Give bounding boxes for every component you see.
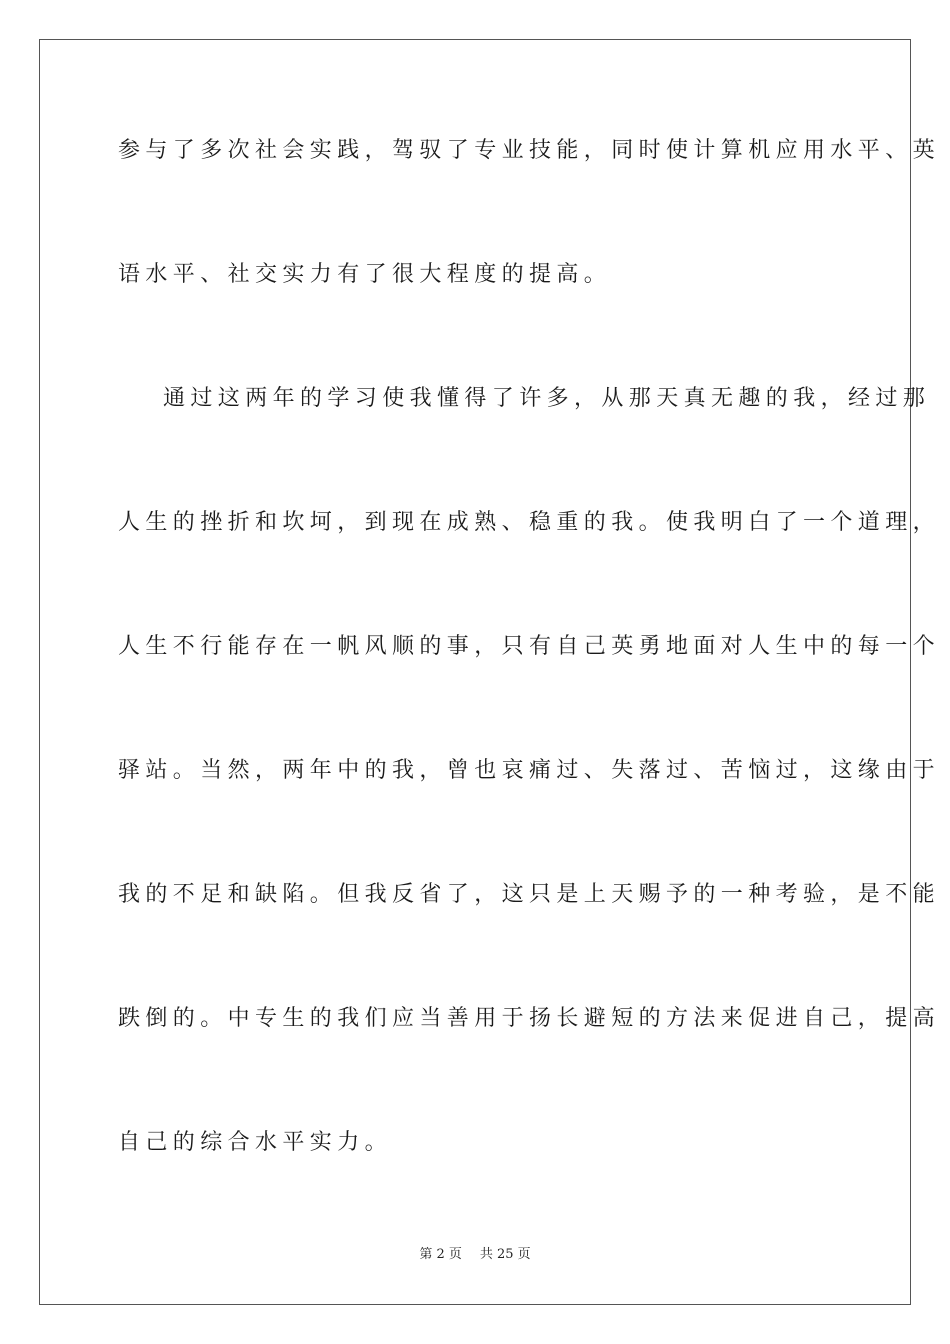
paragraph-line: 驿站。当然，两年中的我，曾也哀痛过、失落过、苦恼过，这缘由于 (118, 758, 941, 783)
page-border (39, 39, 941, 1305)
paragraph-line: 语水平、社交实力有了很大程度的提高。 (118, 262, 612, 287)
paragraph-line: 参与了多次社会实践，驾驭了专业技能，同时使计算机应用水平、英 (118, 138, 941, 163)
paragraph-line: 跌倒的。中专生的我们应当善用于扬长避短的方法来促进自己，提高 (118, 1006, 941, 1031)
paragraph-line: 人生不行能存在一帆风顺的事，只有自己英勇地面对人生中的每一个 (118, 634, 941, 659)
page-footer (0, 1246, 950, 1264)
total-pages: 共 25 页 (479, 1247, 531, 1262)
paragraph-line: 通过这两年的学习使我懂得了许多，从那天真无趣的我，经过那 (163, 386, 931, 411)
paragraph-line: 自己的综合水平实力。 (118, 1130, 393, 1155)
paragraph-line: 人生的挫折和坎坷，到现在成熟、稳重的我。使我明白了一个道理， (118, 510, 941, 535)
page-number: 第 2 页 (419, 1247, 462, 1262)
paragraph-line: 我的不足和缺陷。但我反省了，这只是上天赐予的一种考验，是不能 (118, 882, 941, 907)
